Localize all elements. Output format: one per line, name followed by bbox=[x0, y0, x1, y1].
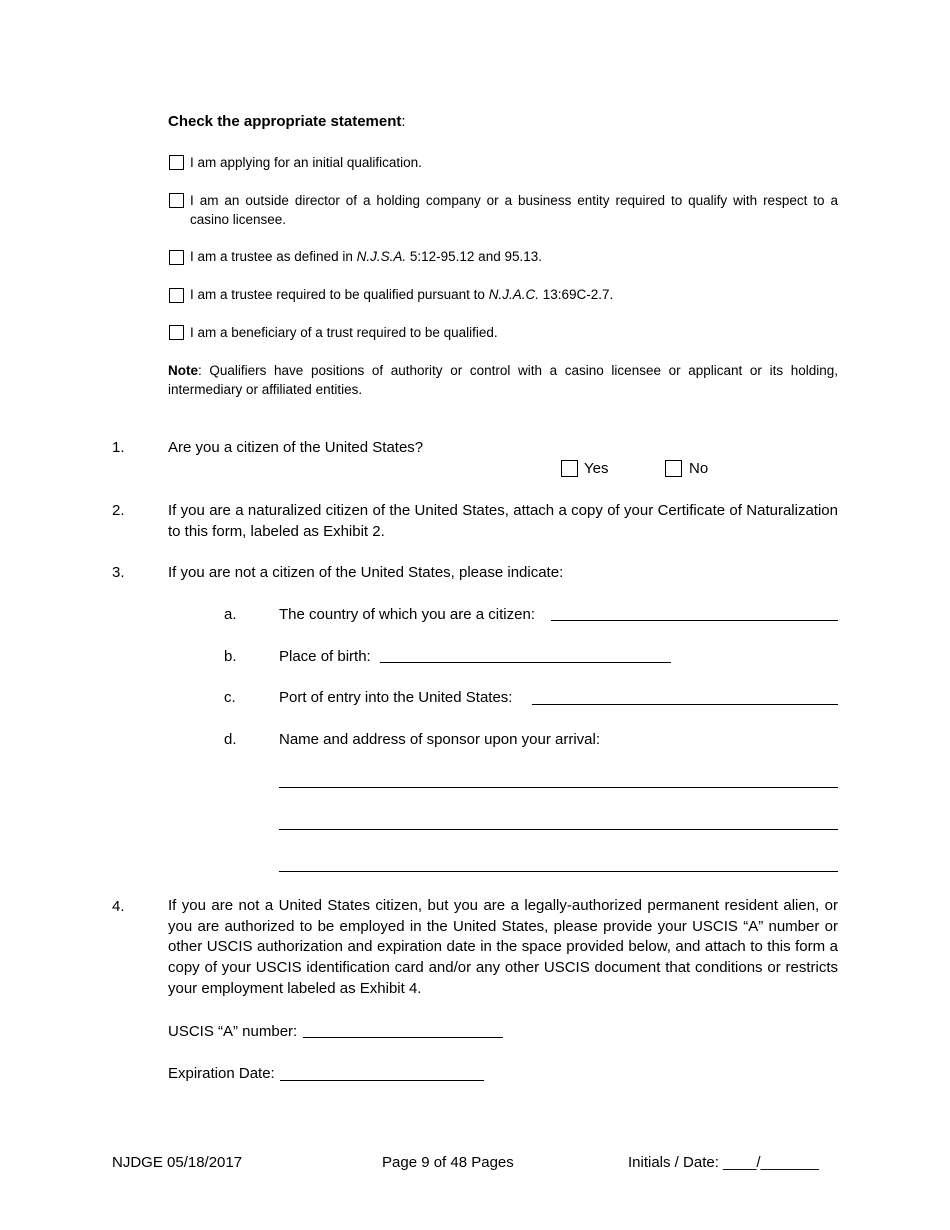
expiration-date-field[interactable] bbox=[280, 1080, 484, 1081]
option-outside-director: I am an outside director of a holding company or a business entity required to qualify with respect to a casino licensee. bbox=[190, 193, 838, 227]
sponsor-line-1[interactable] bbox=[279, 787, 838, 788]
citizen-no-label: No bbox=[689, 460, 709, 477]
footer-page-number: Page 9 of 48 Pages bbox=[382, 1154, 514, 1171]
q3b-letter: b. bbox=[224, 648, 237, 665]
citizenship-country-label: The country of which you are a citizen: bbox=[279, 606, 535, 623]
uscis-a-number-field[interactable] bbox=[303, 1037, 503, 1038]
q4-text: If you are not a United States citizen, but you are a legally-authorized permanent resident alien, or you are authorized to be employed in the United States, please provide your USCIS “A” number or other USCIS authorization and expiration date in the space provided below, and attach to this form a copy of your USCIS identification card and/or any other USCIS document that conditions or restricts your employment labeled as Exhibit 4. bbox=[168, 897, 838, 997]
q3a-letter: a. bbox=[224, 606, 237, 623]
footer-initials-date: Initials / Date: ____/_______ bbox=[628, 1154, 819, 1171]
trustee-njsa-checkbox[interactable] bbox=[169, 250, 184, 265]
citizen-yes-checkbox[interactable] bbox=[561, 460, 578, 477]
qualifiers-note: Note: Qualifiers have positions of authority or control with a casino licensee or applicant or its holding, intermediary or affiliated entities. bbox=[168, 363, 838, 397]
q3-text: If you are not a citizen of the United States, please indicate: bbox=[168, 564, 564, 581]
citizen-yes-label: Yes bbox=[584, 460, 609, 477]
footer-form-id: NJDGE 05/18/2017 bbox=[112, 1154, 243, 1171]
sponsor-label: Name and address of sponsor upon your arrival: bbox=[279, 731, 601, 748]
port-of-entry-field[interactable] bbox=[532, 704, 838, 705]
q4-number: 4. bbox=[112, 898, 125, 915]
beneficiary-checkbox[interactable] bbox=[169, 325, 184, 340]
option-beneficiary: I am a beneficiary of a trust required to be qualified. bbox=[190, 325, 498, 340]
initial-qualification-checkbox[interactable] bbox=[169, 155, 184, 170]
trustee-njac-checkbox[interactable] bbox=[169, 288, 184, 303]
option-trustee-njac: I am a trustee required to be qualified pursuant to N.J.A.C. 13:69C-2.7. bbox=[190, 287, 614, 302]
port-of-entry-label: Port of entry into the United States: bbox=[279, 689, 513, 706]
q3c-letter: c. bbox=[224, 689, 236, 706]
q3d-letter: d. bbox=[224, 731, 237, 748]
q3-number: 3. bbox=[112, 564, 125, 581]
option-initial-qualification: I am applying for an initial qualification. bbox=[190, 155, 422, 170]
statement-heading: Check the appropriate statement: bbox=[168, 113, 406, 130]
q2-number: 2. bbox=[112, 502, 125, 519]
q1-number: 1. bbox=[112, 439, 125, 456]
sponsor-line-3[interactable] bbox=[279, 871, 838, 872]
place-of-birth-field[interactable] bbox=[380, 662, 671, 663]
q1-text: Are you a citizen of the United States? bbox=[168, 439, 424, 456]
option-trustee-njsa: I am a trustee as defined in N.J.S.A. 5:12-95.12 and 95.13. bbox=[190, 249, 542, 264]
q2-text: If you are a naturalized citizen of the United States, attach a copy of your Certificate of Naturalization to this form, labeled as Exhibit 2. bbox=[168, 502, 838, 540]
citizenship-country-field[interactable] bbox=[551, 620, 838, 621]
expiration-date-label: Expiration Date: bbox=[168, 1065, 275, 1082]
citizen-no-checkbox[interactable] bbox=[665, 460, 682, 477]
uscis-a-number-label: USCIS “A” number: bbox=[168, 1023, 298, 1040]
place-of-birth-label: Place of birth: bbox=[279, 648, 371, 665]
sponsor-line-2[interactable] bbox=[279, 829, 838, 830]
outside-director-checkbox[interactable] bbox=[169, 193, 184, 208]
